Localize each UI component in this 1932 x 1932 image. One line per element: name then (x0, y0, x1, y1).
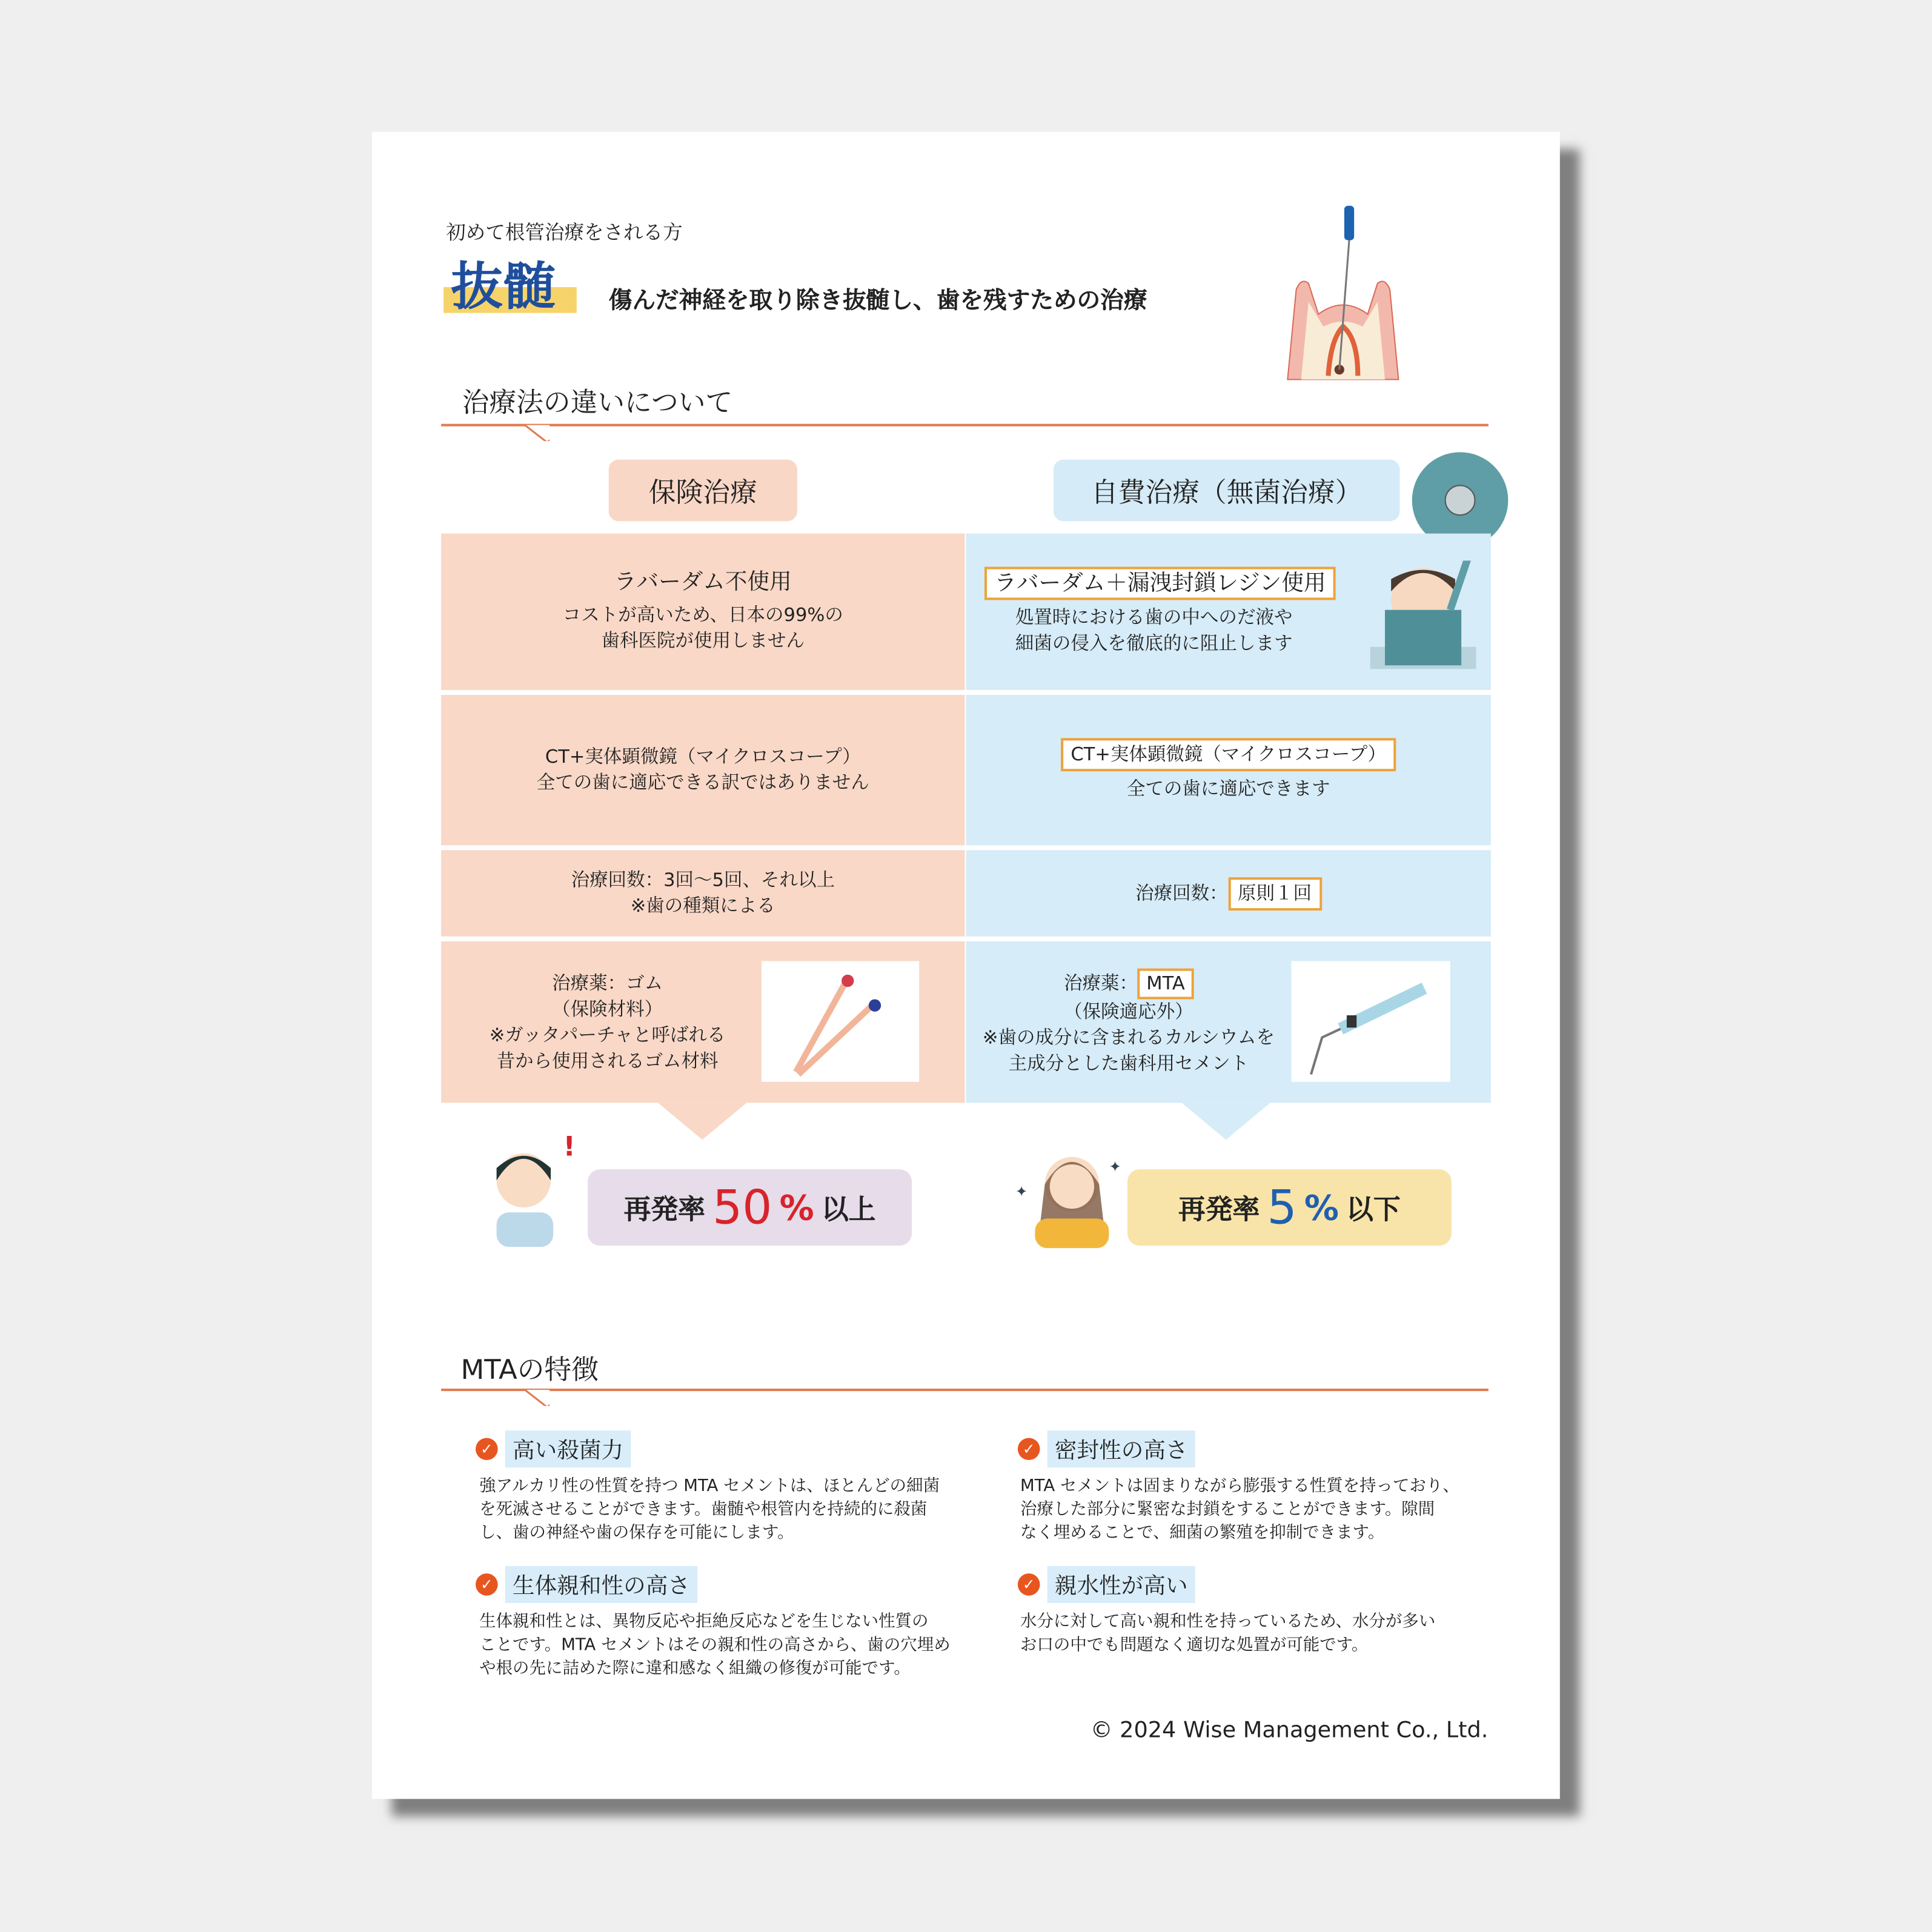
check-icon: ✓ (476, 1438, 498, 1460)
header-tagline: 傷んだ神経を取り除き抜髄し、歯を残すための治療 (608, 287, 1147, 314)
feature-item (476, 1566, 972, 1681)
row-text: 全ての歯に適応できます (1126, 777, 1330, 800)
private-treatment-label: 自費治療（無菌治療） (1054, 460, 1399, 522)
insurance-treatment-label: 保険治療 (609, 460, 797, 522)
feature-title: 親水性が高い (1047, 1566, 1195, 1603)
section-divider (441, 1389, 1489, 1390)
section-notch-icon (525, 424, 549, 441)
copyright: © 2024 Wise Management Co., Ltd. (1090, 1718, 1489, 1744)
rate-value: 50 (712, 1180, 772, 1235)
row-text: 主成分とした歯科用セメント (1008, 1051, 1249, 1074)
row-text: 治療薬： (1063, 971, 1138, 994)
row-text: ※ガッタパーチャと呼ばれる (489, 1023, 726, 1046)
row-text: ※歯の成分に含まれるカルシウムを (982, 1026, 1275, 1048)
feature-text: MTA セメントは固まりながら膨張する性質を持っており、 (1020, 1476, 1459, 1496)
section-notch-icon (525, 1389, 549, 1406)
feature-text: や根の先に詰めた際に違和感なく組織の修復が可能です。 (479, 1658, 911, 1679)
rate-suffix: 以上 (821, 1194, 876, 1226)
feature-item (1018, 1430, 1513, 1545)
feature-item (476, 1430, 972, 1545)
row-text: 歯科医院が使用しません (601, 629, 805, 652)
feature-text: 治療した部分に緊密な封鎖をすることができます。隙間 (1020, 1499, 1435, 1519)
row-text: 治療回数：3回〜5回、それ以上 (571, 868, 835, 891)
header-subtitle: 初めて根管治療をされる方 (446, 221, 683, 244)
patient-with-rubber-dam-illustration (1370, 560, 1476, 669)
feature-title: 生体親和性の高さ (505, 1566, 697, 1603)
medicine-text (460, 971, 755, 1074)
svg-text:!: ! (563, 1131, 576, 1163)
root-canal-tooth-illustration (1281, 204, 1404, 382)
insurance-recurrence-rate (588, 1169, 912, 1246)
medicine-text (966, 968, 1291, 1077)
row-text: CT+実体顕微鏡（マイクロスコープ） (545, 745, 861, 768)
feature-text: 生体親和性とは、異物反応や拒絶反応などを生じない性質の (479, 1612, 929, 1632)
feature-item (1018, 1566, 1513, 1658)
happy-woman-illustration (1013, 1140, 1124, 1248)
check-icon: ✓ (476, 1573, 498, 1596)
rate-label: 再発率 (1178, 1194, 1260, 1226)
feature-text: 強アルカリ性の性質を持つ MTA セメントは、ほとんどの細菌 (479, 1476, 940, 1496)
highlight-box: MTA (1138, 968, 1193, 999)
highlight-box: 原則１回 (1228, 877, 1322, 910)
mta-syringe-image (1291, 961, 1450, 1081)
row-text: （保険材料） (552, 997, 663, 1020)
row-text: 昔から使用されるゴム材料 (496, 1049, 719, 1072)
row-text: 治療回数： (1135, 881, 1228, 904)
insurance-arrow (658, 1103, 746, 1140)
private-recurrence-rate (1127, 1169, 1452, 1246)
private-row-microscope (966, 695, 1490, 845)
private-arrow (1181, 1103, 1270, 1140)
feature-title: 高い殺菌力 (505, 1430, 631, 1467)
insurance-row-visits (441, 850, 964, 936)
row-text: 処置時における歯の中へのだ液や (1015, 606, 1293, 629)
feature-text: なく埋めることで、細菌の繁殖を抑制できます。 (1020, 1522, 1385, 1543)
rate-suffix: 以下 (1346, 1194, 1401, 1226)
comparison-section-title: 治療法の違いについて (462, 388, 733, 419)
row-text: 治療薬：ゴム (552, 971, 663, 994)
feature-text: ことです。MTA セメントはその親和性の高さから、歯の穴埋め (479, 1635, 951, 1655)
page-title: 抜髄 (451, 256, 557, 317)
svg-text:✦: ✦ (1015, 1182, 1028, 1200)
highlight-box: ラバーダム＋漏洩封鎖レジン使用 (984, 567, 1336, 600)
feature-text: お口の中でも問題なく適切な処置が可能です。 (1020, 1635, 1369, 1655)
row-heading: ラバーダム不使用 (614, 569, 792, 596)
feature-title: 密封性の高さ (1047, 1430, 1195, 1467)
rate-unit: % (779, 1187, 814, 1228)
insurance-row-microscope (441, 695, 964, 845)
check-icon: ✓ (1018, 1573, 1040, 1596)
feature-text: 水分に対して高い親和性を持っているため、水分が多い (1020, 1612, 1436, 1632)
rate-value: 5 (1267, 1180, 1297, 1235)
row-text: コストが高いため、日本の99%の (562, 603, 843, 626)
insurance-row-rubber-dam (441, 534, 964, 690)
feature-text: を死滅させることができます。歯髄や根管内を持続的に殺菌 (479, 1499, 928, 1519)
feature-text: し、歯の神経や歯の保存を可能にします。 (479, 1522, 794, 1543)
private-row-visits (966, 850, 1490, 936)
row-text: 細菌の侵入を徹底的に阻止します (1015, 632, 1293, 654)
svg-text:✦: ✦ (1109, 1158, 1121, 1176)
features-section-title: MTAの特徴 (460, 1355, 599, 1387)
row-text: 全ての歯に適応できる訳ではありません (536, 771, 869, 794)
check-icon: ✓ (1018, 1438, 1040, 1460)
highlight-box: CT+実体顕微鏡（マイクロスコープ） (1061, 738, 1396, 771)
rate-unit: % (1304, 1187, 1339, 1228)
section-divider (441, 424, 1489, 426)
worried-woman-illustration (486, 1131, 579, 1247)
row-text: ※歯の種類による (630, 894, 775, 917)
row-text: （保険適応外） (1064, 1000, 1193, 1023)
rate-label: 再発率 (623, 1194, 705, 1226)
gutta-percha-image (762, 961, 919, 1081)
